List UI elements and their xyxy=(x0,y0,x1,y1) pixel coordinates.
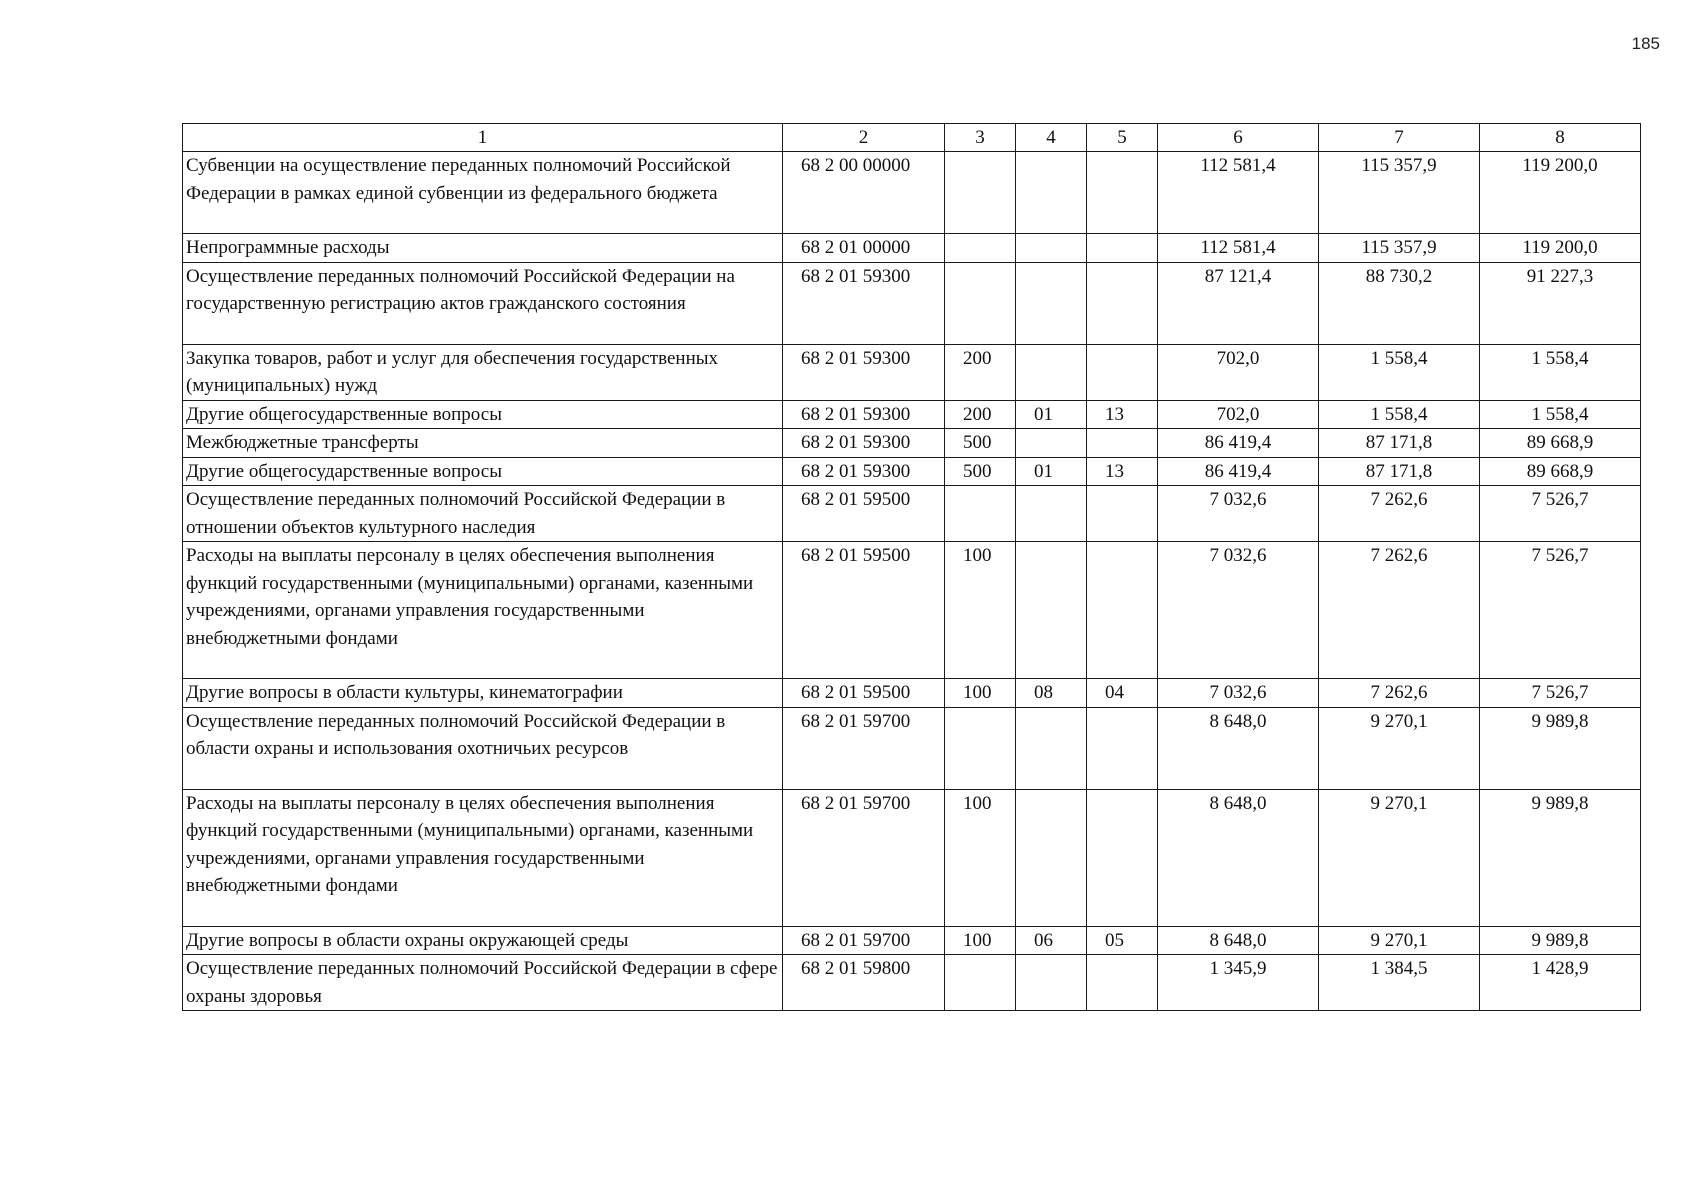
row-name: Непрограммные расходы xyxy=(183,234,783,263)
row-amount-7: 87 171,8 xyxy=(1319,429,1480,458)
row-col4: 01 xyxy=(1016,400,1087,429)
row-code: 68 2 01 59300 xyxy=(783,429,945,458)
row-name: Осуществление переданных полномочий Российской Федерации в сфере охраны здоровья xyxy=(183,955,783,1011)
row-name: Межбюджетные трансферты xyxy=(183,429,783,458)
row-code: 68 2 01 59700 xyxy=(783,789,945,926)
row-col4 xyxy=(1016,262,1087,344)
table-row xyxy=(183,429,1641,458)
row-amount-8: 7 526,7 xyxy=(1480,679,1641,708)
row-amount-7: 1 384,5 xyxy=(1319,955,1480,1011)
row-amount-8: 1 428,9 xyxy=(1480,955,1641,1011)
row-col3 xyxy=(945,262,1016,344)
row-amount-7: 7 262,6 xyxy=(1319,542,1480,679)
row-amount-8: 119 200,0 xyxy=(1480,152,1641,234)
row-name: Расходы на выплаты персоналу в целях обеспечения выполнения функций государственными (муниципальными) органами, казенными учреждениями, органами управления государственными внебюджетными фондами xyxy=(183,542,783,679)
row-amount-6: 702,0 xyxy=(1158,400,1319,429)
table-row xyxy=(183,955,1641,1011)
row-amount-6: 7 032,6 xyxy=(1158,486,1319,542)
row-col4: 08 xyxy=(1016,679,1087,708)
row-col5 xyxy=(1087,344,1158,400)
row-amount-7: 115 357,9 xyxy=(1319,152,1480,234)
table-row xyxy=(183,542,1641,679)
row-code: 68 2 01 00000 xyxy=(783,234,945,263)
row-amount-8: 89 668,9 xyxy=(1480,457,1641,486)
column-header: 3 xyxy=(945,124,1016,152)
row-amount-6: 86 419,4 xyxy=(1158,429,1319,458)
row-col5 xyxy=(1087,486,1158,542)
column-header: 8 xyxy=(1480,124,1641,152)
row-col4 xyxy=(1016,486,1087,542)
column-header: 2 xyxy=(783,124,945,152)
row-col4 xyxy=(1016,152,1087,234)
row-col3 xyxy=(945,486,1016,542)
row-code: 68 2 01 59500 xyxy=(783,542,945,679)
row-col3: 200 xyxy=(945,344,1016,400)
row-col5: 04 xyxy=(1087,679,1158,708)
row-code: 68 2 01 59300 xyxy=(783,400,945,429)
row-col5 xyxy=(1087,789,1158,926)
row-amount-6: 112 581,4 xyxy=(1158,234,1319,263)
row-amount-8: 1 558,4 xyxy=(1480,344,1641,400)
row-name: Субвенции на осуществление переданных полномочий Российской Федерации в рамках единой субвенции из федерального бюджета xyxy=(183,152,783,234)
row-amount-7: 9 270,1 xyxy=(1319,926,1480,955)
row-col3: 500 xyxy=(945,429,1016,458)
row-name: Другие вопросы в области культуры, кинематографии xyxy=(183,679,783,708)
row-amount-7: 87 171,8 xyxy=(1319,457,1480,486)
row-col4: 01 xyxy=(1016,457,1087,486)
row-name: Осуществление переданных полномочий Российской Федерации в области охраны и использования охотничьих ресурсов xyxy=(183,707,783,789)
row-code: 68 2 01 59700 xyxy=(783,707,945,789)
row-col3 xyxy=(945,955,1016,1011)
table-row xyxy=(183,152,1641,234)
row-amount-6: 7 032,6 xyxy=(1158,679,1319,708)
row-amount-6: 86 419,4 xyxy=(1158,457,1319,486)
row-amount-8: 9 989,8 xyxy=(1480,707,1641,789)
table-row xyxy=(183,234,1641,263)
row-amount-8: 9 989,8 xyxy=(1480,789,1641,926)
row-col4 xyxy=(1016,344,1087,400)
budget-table xyxy=(182,123,1641,1011)
row-col3 xyxy=(945,152,1016,234)
row-amount-8: 91 227,3 xyxy=(1480,262,1641,344)
row-name: Другие вопросы в области охраны окружающей среды xyxy=(183,926,783,955)
row-name: Другие общегосударственные вопросы xyxy=(183,400,783,429)
row-col5 xyxy=(1087,707,1158,789)
row-col5 xyxy=(1087,429,1158,458)
table-row xyxy=(183,457,1641,486)
row-amount-7: 115 357,9 xyxy=(1319,234,1480,263)
row-col5 xyxy=(1087,262,1158,344)
row-code: 68 2 01 59800 xyxy=(783,955,945,1011)
table-row xyxy=(183,344,1641,400)
row-col3: 100 xyxy=(945,926,1016,955)
table-row xyxy=(183,926,1641,955)
row-amount-6: 112 581,4 xyxy=(1158,152,1319,234)
row-col4 xyxy=(1016,707,1087,789)
row-amount-6: 8 648,0 xyxy=(1158,707,1319,789)
row-col3: 100 xyxy=(945,542,1016,679)
row-amount-7: 1 558,4 xyxy=(1319,400,1480,429)
row-col5: 13 xyxy=(1087,457,1158,486)
header-row xyxy=(183,124,1641,152)
row-amount-6: 8 648,0 xyxy=(1158,926,1319,955)
row-code: 68 2 01 59500 xyxy=(783,679,945,708)
row-col5 xyxy=(1087,152,1158,234)
row-code: 68 2 01 59300 xyxy=(783,457,945,486)
row-col4 xyxy=(1016,789,1087,926)
table-row xyxy=(183,262,1641,344)
row-name: Расходы на выплаты персоналу в целях обеспечения выполнения функций государственными (муниципальными) органами, казенными учреждениями, органами управления государственными внебюджетными фондами xyxy=(183,789,783,926)
row-amount-6: 87 121,4 xyxy=(1158,262,1319,344)
row-amount-7: 88 730,2 xyxy=(1319,262,1480,344)
row-col3 xyxy=(945,707,1016,789)
row-code: 68 2 01 59300 xyxy=(783,344,945,400)
row-amount-7: 7 262,6 xyxy=(1319,679,1480,708)
column-header: 6 xyxy=(1158,124,1319,152)
row-amount-8: 7 526,7 xyxy=(1480,486,1641,542)
row-col3: 100 xyxy=(945,789,1016,926)
row-amount-6: 1 345,9 xyxy=(1158,955,1319,1011)
row-col4 xyxy=(1016,542,1087,679)
row-amount-8: 7 526,7 xyxy=(1480,542,1641,679)
row-name: Осуществление переданных полномочий Российской Федерации на государственную регистрацию актов гражданского состояния xyxy=(183,262,783,344)
table-row xyxy=(183,679,1641,708)
row-col3: 500 xyxy=(945,457,1016,486)
table-row xyxy=(183,707,1641,789)
row-col5 xyxy=(1087,234,1158,263)
row-amount-8: 9 989,8 xyxy=(1480,926,1641,955)
row-name: Закупка товаров, работ и услуг для обеспечения государственных (муниципальных) нужд xyxy=(183,344,783,400)
row-col4 xyxy=(1016,429,1087,458)
page-number: 185 xyxy=(1631,34,1660,53)
row-col4: 06 xyxy=(1016,926,1087,955)
row-amount-6: 8 648,0 xyxy=(1158,789,1319,926)
row-amount-8: 119 200,0 xyxy=(1480,234,1641,263)
row-name: Другие общегосударственные вопросы xyxy=(183,457,783,486)
row-name: Осуществление переданных полномочий Российской Федерации в отношении объектов культурного наследия xyxy=(183,486,783,542)
row-amount-7: 9 270,1 xyxy=(1319,789,1480,926)
row-col3: 100 xyxy=(945,679,1016,708)
row-col4 xyxy=(1016,955,1087,1011)
column-header: 1 xyxy=(183,124,783,152)
row-amount-6: 7 032,6 xyxy=(1158,542,1319,679)
row-col5 xyxy=(1087,542,1158,679)
row-col5: 13 xyxy=(1087,400,1158,429)
row-code: 68 2 01 59300 xyxy=(783,262,945,344)
row-code: 68 2 01 59700 xyxy=(783,926,945,955)
table-row xyxy=(183,400,1641,429)
row-amount-6: 702,0 xyxy=(1158,344,1319,400)
column-header: 5 xyxy=(1087,124,1158,152)
table-row xyxy=(183,789,1641,926)
column-header: 4 xyxy=(1016,124,1087,152)
row-amount-7: 7 262,6 xyxy=(1319,486,1480,542)
row-col3: 200 xyxy=(945,400,1016,429)
row-code: 68 2 01 59500 xyxy=(783,486,945,542)
row-amount-8: 89 668,9 xyxy=(1480,429,1641,458)
row-amount-7: 9 270,1 xyxy=(1319,707,1480,789)
row-col5: 05 xyxy=(1087,926,1158,955)
row-col5 xyxy=(1087,955,1158,1011)
row-code: 68 2 00 00000 xyxy=(783,152,945,234)
table-row xyxy=(183,486,1641,542)
row-amount-7: 1 558,4 xyxy=(1319,344,1480,400)
row-col4 xyxy=(1016,234,1087,263)
column-header: 7 xyxy=(1319,124,1480,152)
row-col3 xyxy=(945,234,1016,263)
row-amount-8: 1 558,4 xyxy=(1480,400,1641,429)
